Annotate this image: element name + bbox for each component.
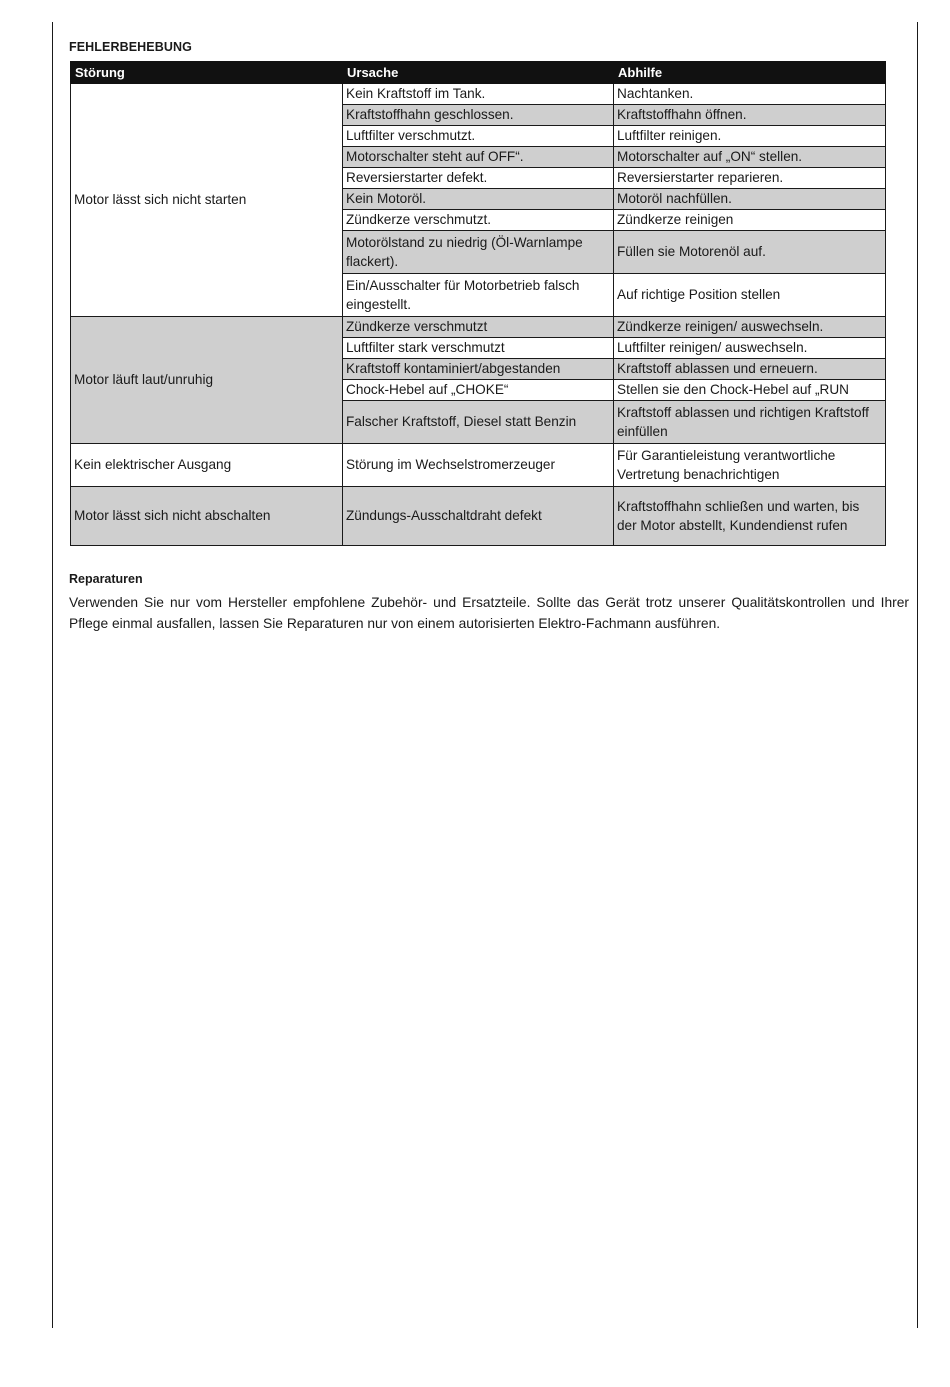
cause-cell: Kein Motoröl. <box>343 189 614 210</box>
problem-cell: Motor läuft laut/unruhig <box>71 317 343 444</box>
remedy-cell: Motorschalter auf „ON“ stellen. <box>614 147 886 168</box>
remedy-cell: Motoröl nachfüllen. <box>614 189 886 210</box>
problem-cell: Motor lässt sich nicht starten <box>71 84 343 317</box>
cause-cell: Ein/Ausschalter für Motorbetrieb falsch eingestellt. <box>343 274 614 317</box>
cause-cell: Kraftstoffhahn geschlossen. <box>343 105 614 126</box>
cause-cell: Zündungs-Ausschaltdraht defekt <box>343 487 614 546</box>
cause-cell: Reversierstarter defekt. <box>343 168 614 189</box>
problem-cell: Kein elektrischer Ausgang <box>71 444 343 487</box>
remedy-cell: Kraftstoff ablassen und erneuern. <box>614 359 886 380</box>
column-header-remedy: Abhilfe <box>614 62 886 84</box>
column-header-cause: Ursache <box>343 62 614 84</box>
table-row <box>71 317 886 338</box>
remedy-cell: Zündkerze reinigen <box>614 210 886 231</box>
remedy-cell: Für Garantieleistung verantwortliche Vertretung benachrichtigen <box>614 444 886 487</box>
cause-cell: Motorölstand zu niedrig (Öl-Warnlampe flackert). <box>343 231 614 274</box>
remedy-cell: Reversierstarter reparieren. <box>614 168 886 189</box>
cause-cell: Störung im Wechselstromerzeuger <box>343 444 614 487</box>
cause-cell: Falscher Kraftstoff, Diesel statt Benzin <box>343 401 614 444</box>
cause-cell: Luftfilter verschmutzt. <box>343 126 614 147</box>
cause-cell: Luftfilter stark verschmutzt <box>343 338 614 359</box>
repairs-heading: Reparaturen <box>69 572 143 586</box>
remedy-cell: Stellen sie den Chock-Hebel auf „RUN <box>614 380 886 401</box>
column-header-problem: Störung <box>71 62 343 84</box>
cause-cell: Chock-Hebel auf „CHOKE“ <box>343 380 614 401</box>
repairs-paragraph: Verwenden Sie nur vom Hersteller empfohlene Zubehör- und Ersatzteile. Sollte das Gerät trotz unserer Qualitätskontrollen und Ihrer Pflege einmal ausfallen, lassen Sie Reparaturen nur von einem autorisierten Elektro-Fachmann ausführen. <box>69 595 909 631</box>
remedy-cell: Auf richtige Position stellen <box>614 274 886 317</box>
remedy-cell: Kraftstoff ablassen und richtigen Kraftstoff einfüllen <box>614 401 886 444</box>
page-margin-rule-right <box>917 22 918 1328</box>
table-row <box>71 487 886 546</box>
cause-cell: Kraftstoff kontaminiert/abgestanden <box>343 359 614 380</box>
remedy-cell: Luftfilter reinigen/ auswechseln. <box>614 338 886 359</box>
remedy-cell: Kraftstoffhahn schließen und warten, bis der Motor abstellt, Kundendienst rufen <box>614 487 886 546</box>
troubleshooting-table <box>70 61 886 546</box>
remedy-cell: Kraftstoffhahn öffnen. <box>614 105 886 126</box>
table-row <box>71 444 886 487</box>
cause-cell: Motorschalter steht auf OFF“. <box>343 147 614 168</box>
cause-cell: Zündkerze verschmutzt <box>343 317 614 338</box>
page-margin-rule-left <box>52 22 53 1328</box>
section-title: FEHLERBEHEBUNG <box>69 40 192 54</box>
remedy-cell: Füllen sie Motorenöl auf. <box>614 231 886 274</box>
table-header-row <box>71 62 886 84</box>
table-row <box>71 84 886 105</box>
remedy-cell: Zündkerze reinigen/ auswechseln. <box>614 317 886 338</box>
cause-cell: Kein Kraftstoff im Tank. <box>343 84 614 105</box>
cause-cell: Zündkerze verschmutzt. <box>343 210 614 231</box>
remedy-cell: Nachtanken. <box>614 84 886 105</box>
problem-cell: Motor lässt sich nicht abschalten <box>71 487 343 546</box>
remedy-cell: Luftfilter reinigen. <box>614 126 886 147</box>
